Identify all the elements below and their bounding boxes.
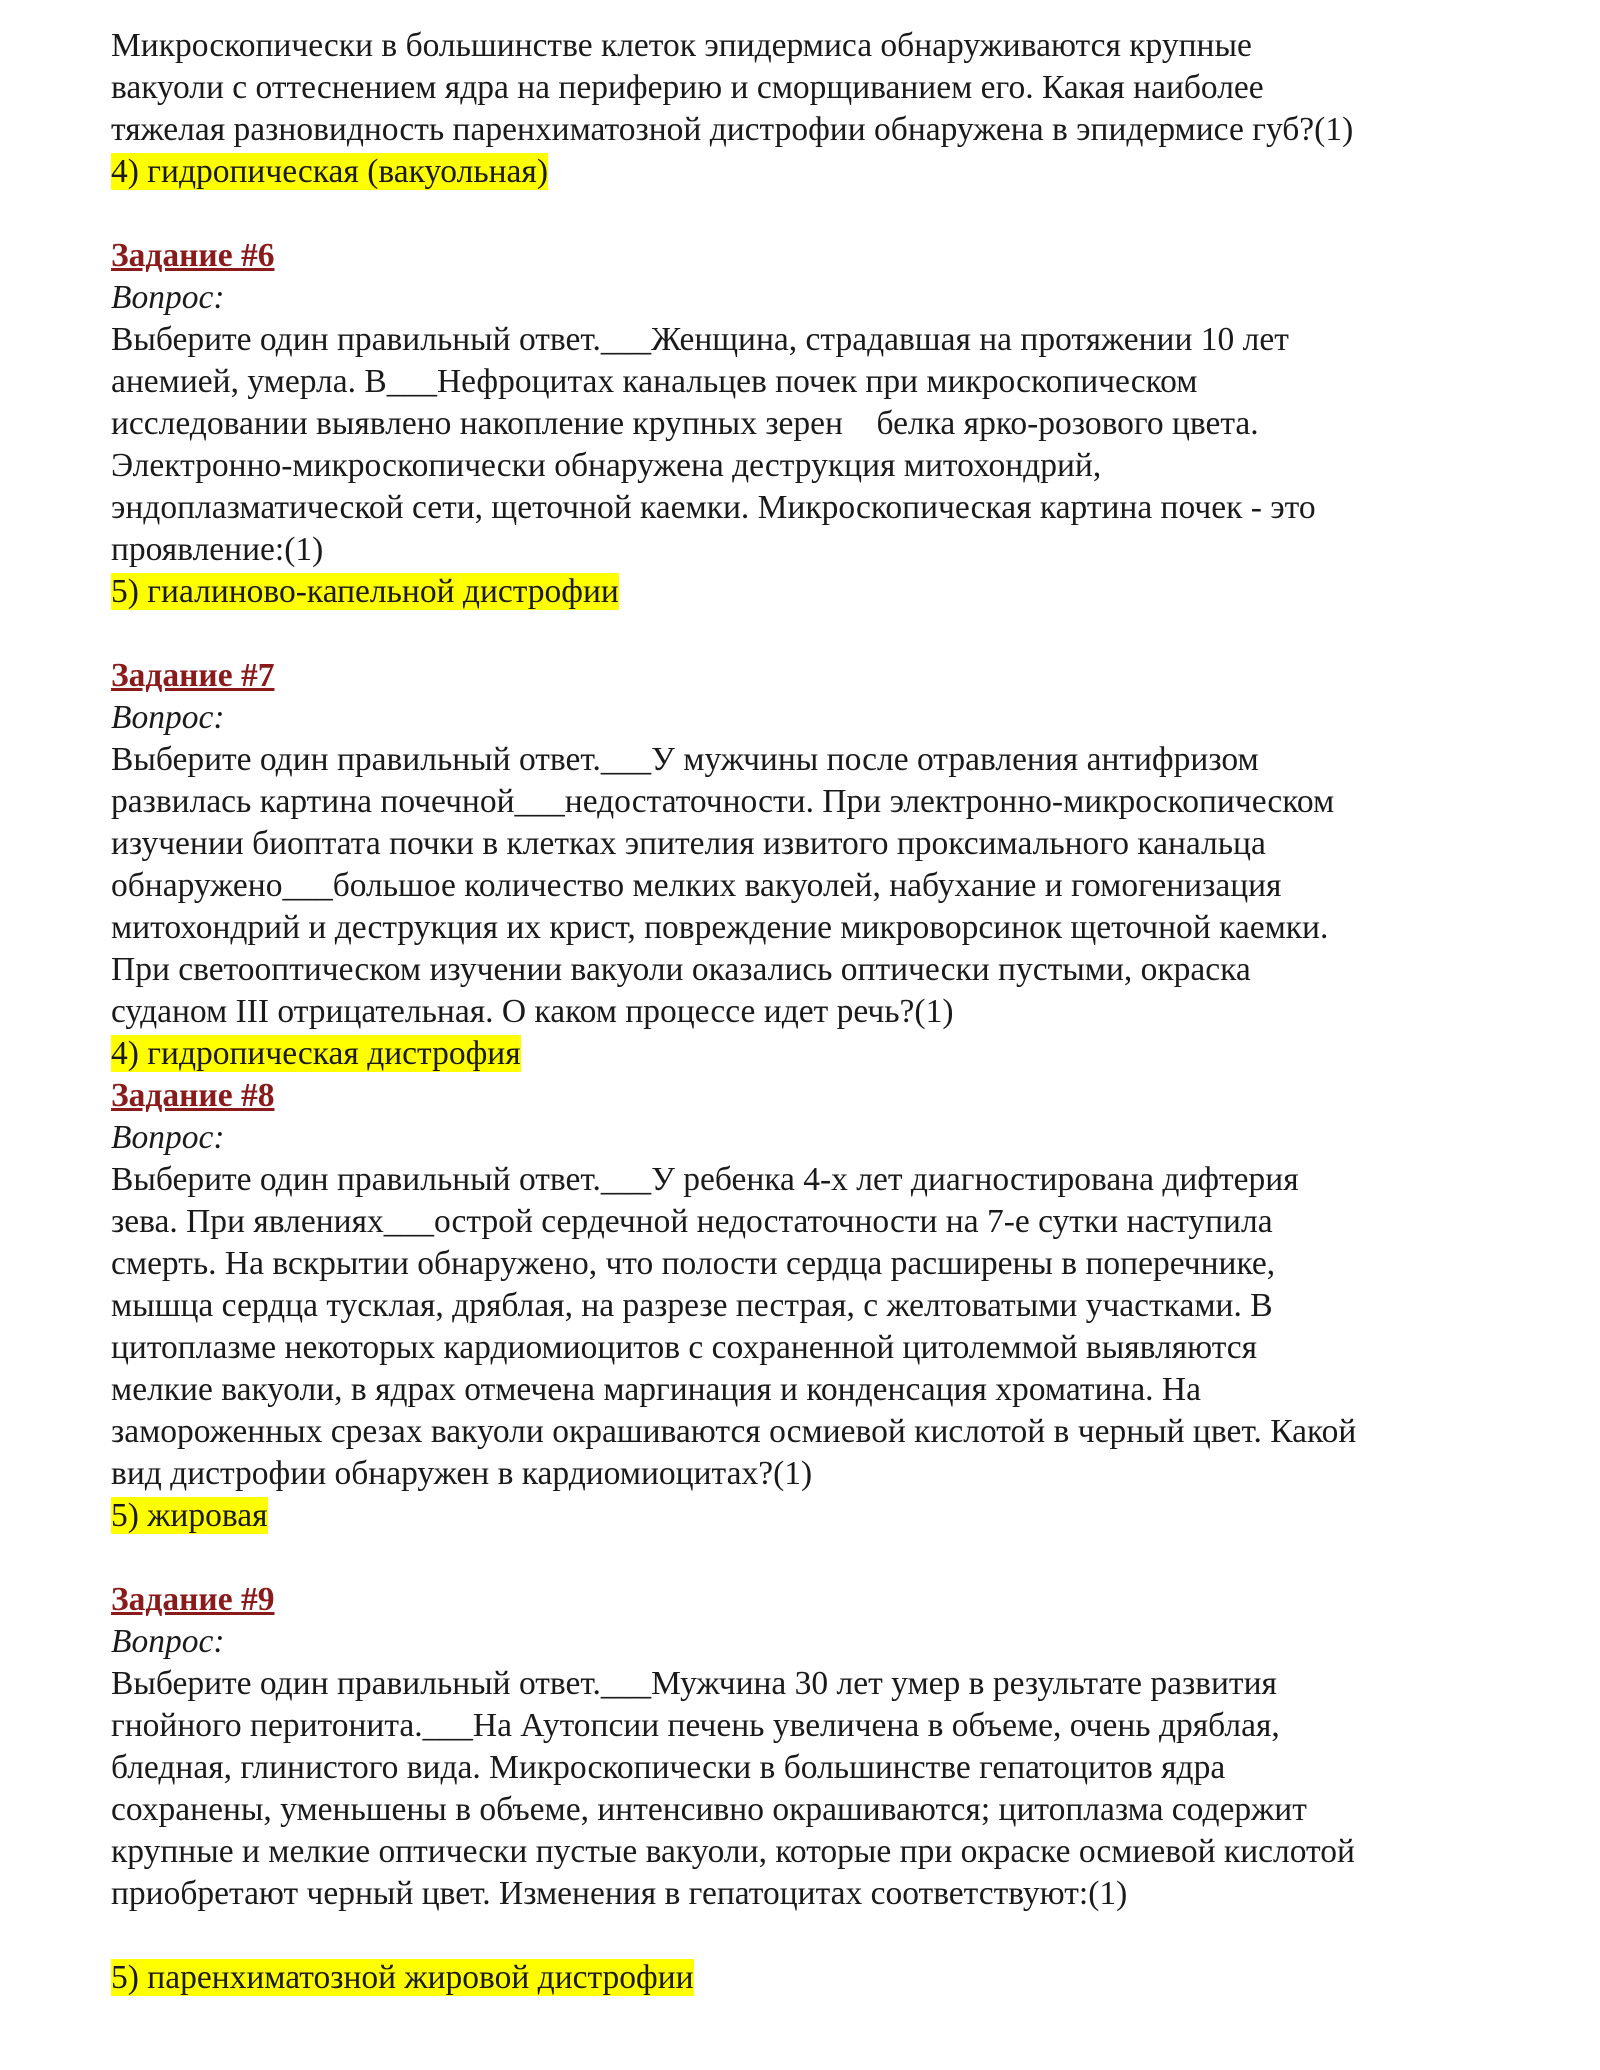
question-line: приобретают черный цвет. Изменения в гепатоцитах соответствуют:(1) [111,1875,1128,1912]
question-line: развилась картина почечной___недостаточности. При электронно-микроскопическом [111,783,1335,820]
question-line: крупные и мелкие оптически пустые вакуоли, которые при окраске осмиевой кислотой [111,1833,1355,1870]
question-label: Вопрос: [111,699,225,736]
task-title: Задание #7 [111,657,275,694]
task-title: Задание #6 [111,237,275,274]
spacer [111,193,1520,235]
question-line: бледная, глинистого вида. Микроскопически в большинстве гепатоцитов ядра [111,1749,1226,1786]
question-label: Вопрос: [111,279,225,316]
answer-highlight: 4) гидропическая (вакуольная) [111,153,548,190]
task-title: Задание #9 [111,1581,275,1618]
question-line: зева. При явлениях___острой сердечной недостаточности на 7-е сутки наступила [111,1203,1273,1240]
question-line: При светооптическом изучении вакуоли оказались оптически пустыми, окраска [111,951,1251,988]
answer-line [111,571,1520,613]
question-line: Выберите один правильный ответ.___У ребенка 4-х лет диагностирована дифтерия [111,1161,1299,1198]
question-line: смерть. На вскрытии обнаружено, что полости сердца расширены в поперечнике, [111,1245,1276,1282]
answer-line [111,1033,1520,1075]
answer-line [111,151,1520,193]
task-7 [111,655,1520,1075]
question-line: Микроскопически в большинстве клеток эпидермиса обнаруживаются крупные [111,27,1252,64]
answer-line [111,1495,1520,1537]
question-line: замороженных срезах вакуоли окрашиваются осмиевой кислотой в черный цвет. Какой [111,1413,1357,1450]
task-title: Задание #8 [111,1077,275,1114]
intro-question [111,25,1520,193]
question-line: изучении биоптата почки в клетках эпителия извитого проксимального канальца [111,825,1266,862]
spacer [111,1537,1520,1579]
question-line: гнойного перитонита.___На Аутопсии печень увеличена в объеме, очень дряблая, [111,1707,1280,1744]
question-line: Электронно-микроскопически обнаружена деструкция митохондрий, [111,447,1102,484]
answer-highlight: 5) гиалиново-капельной дистрофии [111,573,619,610]
answer-highlight: 5) паренхиматозной жировой дистрофии [111,1959,694,1996]
question-line: вид дистрофии обнаружен в кардиомиоцитах?(1) [111,1455,813,1492]
task-6 [111,235,1520,613]
question-line: суданом III отрицательная. О каком процессе идет речь?(1) [111,993,954,1030]
answer-highlight: 5) жировая [111,1497,268,1534]
question-line: анемией, умерла. В___Нефроцитах канальцев почек при микроскопическом [111,363,1198,400]
question-line: мелкие вакуоли, в ядрах отмечена маргинация и конденсация хроматина. На [111,1371,1201,1408]
question-line: митохондрий и деструкция их крист, повреждение микроворсинок щеточной каемки. [111,909,1329,946]
answer-highlight: 4) гидропическая дистрофия [111,1035,521,1072]
question-line: тяжелая разновидность паренхиматозной дистрофии обнаружена в эпидермисе губ?(1) [111,111,1354,148]
spacer [111,1915,1520,1957]
question-line: исследовании выявлено накопление крупных зерен белка ярко-розового цвета. [111,405,1259,442]
answer-line [111,1957,1520,1999]
question-line: эндоплазматической сети, щеточной каемки. Микроскопическая картина почек - это [111,489,1316,526]
task-9 [111,1579,1520,1999]
question-label: Вопрос: [111,1119,225,1156]
question-label: Вопрос: [111,1623,225,1660]
question-line: цитоплазме некоторых кардиомиоцитов с сохраненной цитолеммой выявляются [111,1329,1258,1366]
question-line: проявление:(1) [111,531,324,568]
question-line: Выберите один правильный ответ.___Мужчина 30 лет умер в результате развития [111,1665,1277,1702]
question-line: сохранены, уменьшены в объеме, интенсивно окрашиваются; цитоплазма содержит [111,1791,1307,1828]
question-line: вакуоли с оттеснением ядра на периферию и сморщиванием его. Какая наиболее [111,69,1264,106]
question-line: Выберите один правильный ответ.___Женщина, страдавшая на протяжении 10 лет [111,321,1289,358]
task-8 [111,1075,1520,1537]
question-line: обнаружено___большое количество мелких вакуолей, набухание и гомогенизация [111,867,1282,904]
question-line: мышца сердца тусклая, дряблая, на разрезе пестрая, с желтоватыми участками. В [111,1287,1273,1324]
question-line: Выберите один правильный ответ.___У мужчины после отравления антифризом [111,741,1259,778]
spacer [111,613,1520,655]
